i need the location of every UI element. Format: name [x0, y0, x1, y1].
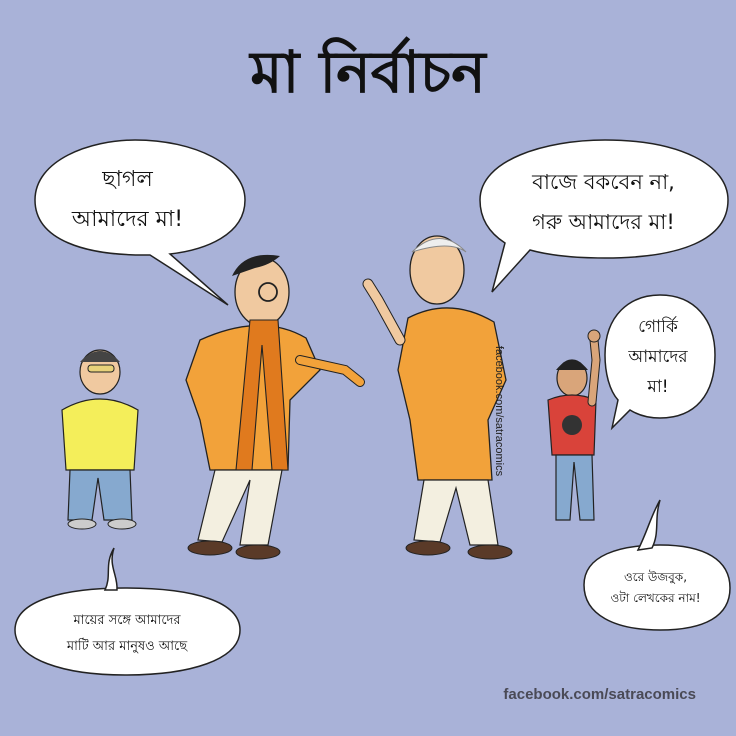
character-with-scarf — [186, 255, 360, 559]
character-older-man — [368, 236, 512, 559]
speech-bubble-5 — [584, 500, 730, 630]
bubble-5-line-2: ওটা লেখকের নাম! — [610, 591, 701, 605]
bubble-4-line-1: মায়ের সঙ্গে আমাদের — [73, 613, 181, 628]
bystander-yellow-shirt — [62, 350, 138, 529]
footer-credit[interactable]: facebook.com/satracomics — [503, 686, 696, 703]
bubble-4-line-2: মাটি আর মানুষও আছে — [66, 639, 188, 654]
bubble-2-line-1: বাজে বকবেন না, — [532, 170, 675, 194]
bystander-red-tshirt — [548, 330, 600, 520]
bubble-2-line-2: গরু আমাদের মা! — [532, 210, 675, 234]
bubble-1-line-2: আমাদের মা! — [71, 207, 184, 232]
bubble-2-text — [486, 162, 721, 242]
page-title: মা নির্বাচন — [250, 38, 486, 106]
bubble-5-text — [588, 567, 723, 609]
bubble-5-line-1: ওরে উজবুক, — [623, 570, 688, 584]
bubble-3-text — [608, 312, 708, 402]
bubble-1-line-1: ছাগল — [102, 167, 153, 192]
bubble-3-line-1: গোর্কি — [638, 317, 678, 337]
vertical-credit: facebook.com/satracomics — [493, 345, 505, 477]
bubble-1-text — [40, 160, 215, 240]
bubble-4-text — [22, 608, 232, 660]
bubble-3-line-2: আমাদের — [628, 347, 688, 367]
bubble-3-line-3: মা! — [647, 377, 669, 397]
